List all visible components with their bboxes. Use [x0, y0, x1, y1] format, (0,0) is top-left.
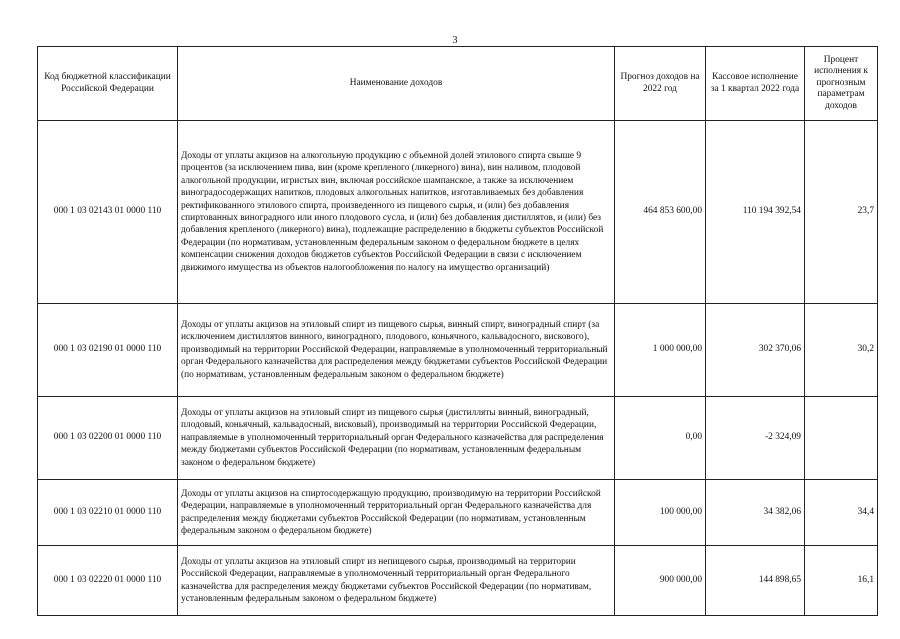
header-forecast: Прогноз доходов на 2022 год	[615, 47, 706, 121]
percent-value	[805, 397, 878, 480]
cash-value: 34 382,06	[706, 480, 805, 546]
revenue-table	[37, 46, 878, 616]
forecast-value: 0,00	[615, 397, 706, 480]
table-header-row	[38, 47, 878, 121]
table-row	[38, 397, 878, 480]
header-cash: Кассовое исполнение за 1 квартал 2022 года	[706, 47, 805, 121]
budget-code: 000 1 03 02220 01 0000 110	[38, 546, 178, 616]
cash-value: -2 324,09	[706, 397, 805, 480]
header-name: Наименование доходов	[178, 47, 615, 121]
revenue-name: Доходы от уплаты акцизов на этиловый спирт из пищевого сырья, винный спирт, виноградный спирт (за исключением дистиллятов винного, виноградного, плодового, коньячного, кальвадосного, вискового), производимый на территории Российской Федерации, направляемые в уполномоченный территориальный орган Федерального казначейства для распределения между бюджетами субъектов Российской Федерации (по нормативам, установленным федеральным законом о федеральном бюджете)	[178, 304, 615, 397]
header-percent: Процент исполнения к прогнозным параметрам доходов	[805, 47, 878, 121]
table-row	[38, 480, 878, 546]
cash-value: 110 194 392,54	[706, 121, 805, 304]
revenue-name: Доходы от уплаты акцизов на спиртосодержащую продукцию, производимую на территории Российской Федерации, направляемые в уполномоченный территориальный орган Федерального казначейства для распределения между бюджетами субъектов Российской Федерации (по нормативам, установленным федеральным законом о федеральном бюджете)	[178, 480, 615, 546]
percent-value: 16,1	[805, 546, 878, 616]
forecast-value: 100 000,00	[615, 480, 706, 546]
forecast-value: 464 853 600,00	[615, 121, 706, 304]
budget-code: 000 1 03 02210 01 0000 110	[38, 480, 178, 546]
percent-value: 23,7	[805, 121, 878, 304]
table-row	[38, 121, 878, 304]
budget-code: 000 1 03 02190 01 0000 110	[38, 304, 178, 397]
forecast-value: 900 000,00	[615, 546, 706, 616]
header-code: Код бюджетной классификации Российской Федерации	[38, 47, 178, 121]
budget-code: 000 1 03 02200 01 0000 110	[38, 397, 178, 480]
table-row	[38, 304, 878, 397]
revenue-name: Доходы от уплаты акцизов на алкогольную продукцию с объемной долей этилового спирта свыше 9 процентов (за исключением пива, вин (кроме крепленого (ликерного) вина), вин наливом, плодовой алкогольной продукции, игристых вин, включая российское шампанское, а также за исключением виноградосодержащих напитков, плодовых алкогольных напитков, изготавливаемых без добавления ректификованного этилового спирта, произведенного из пищевого сырья, и (или) без добавления спиртованных виноградного или иного плодового сусла, и (или) без добавления дистиллятов, и (или) без добавления крепленого (ликерного) вина), подлежащие распределению в бюджеты субъектов Российской Федерации (по нормативам, установленным федеральным законом о федеральном бюджете в целях компенсации снижения доходов бюджетов субъектов Российской Федерации в связи с исключением движимого имущества из объектов налогообложения по налогу на имущество организаций)	[178, 121, 615, 304]
revenue-name: Доходы от уплаты акцизов на этиловый спирт из непищевого сырья, производимый на территории Российской Федерации, направляемые в уполномоченный территориальный орган Федерального казначейства для распределения между бюджетами субъектов Российской Федерации (по нормативам, установленным федеральным законом о федеральном бюджете)	[178, 546, 615, 616]
revenue-name: Доходы от уплаты акцизов на этиловый спирт из пищевого сырья (дистилляты винный, виноградный, плодовый, коньячный, кальвадосный, висковый), производимый на территории Российской Федерации, направляемые в уполномоченный территориальный орган Федерального казначейства для распределения между бюджетами субъектов Российской Федерации (по нормативам, установленным федеральным законом о федеральном бюджете)	[178, 397, 615, 480]
percent-value: 30,2	[805, 304, 878, 397]
percent-value: 34,4	[805, 480, 878, 546]
forecast-value: 1 000 000,00	[615, 304, 706, 397]
budget-code: 000 1 03 02143 01 0000 110	[38, 121, 178, 304]
table-row	[38, 546, 878, 616]
cash-value: 302 370,06	[706, 304, 805, 397]
cash-value: 144 898,65	[706, 546, 805, 616]
page-number: 3	[452, 35, 458, 46]
